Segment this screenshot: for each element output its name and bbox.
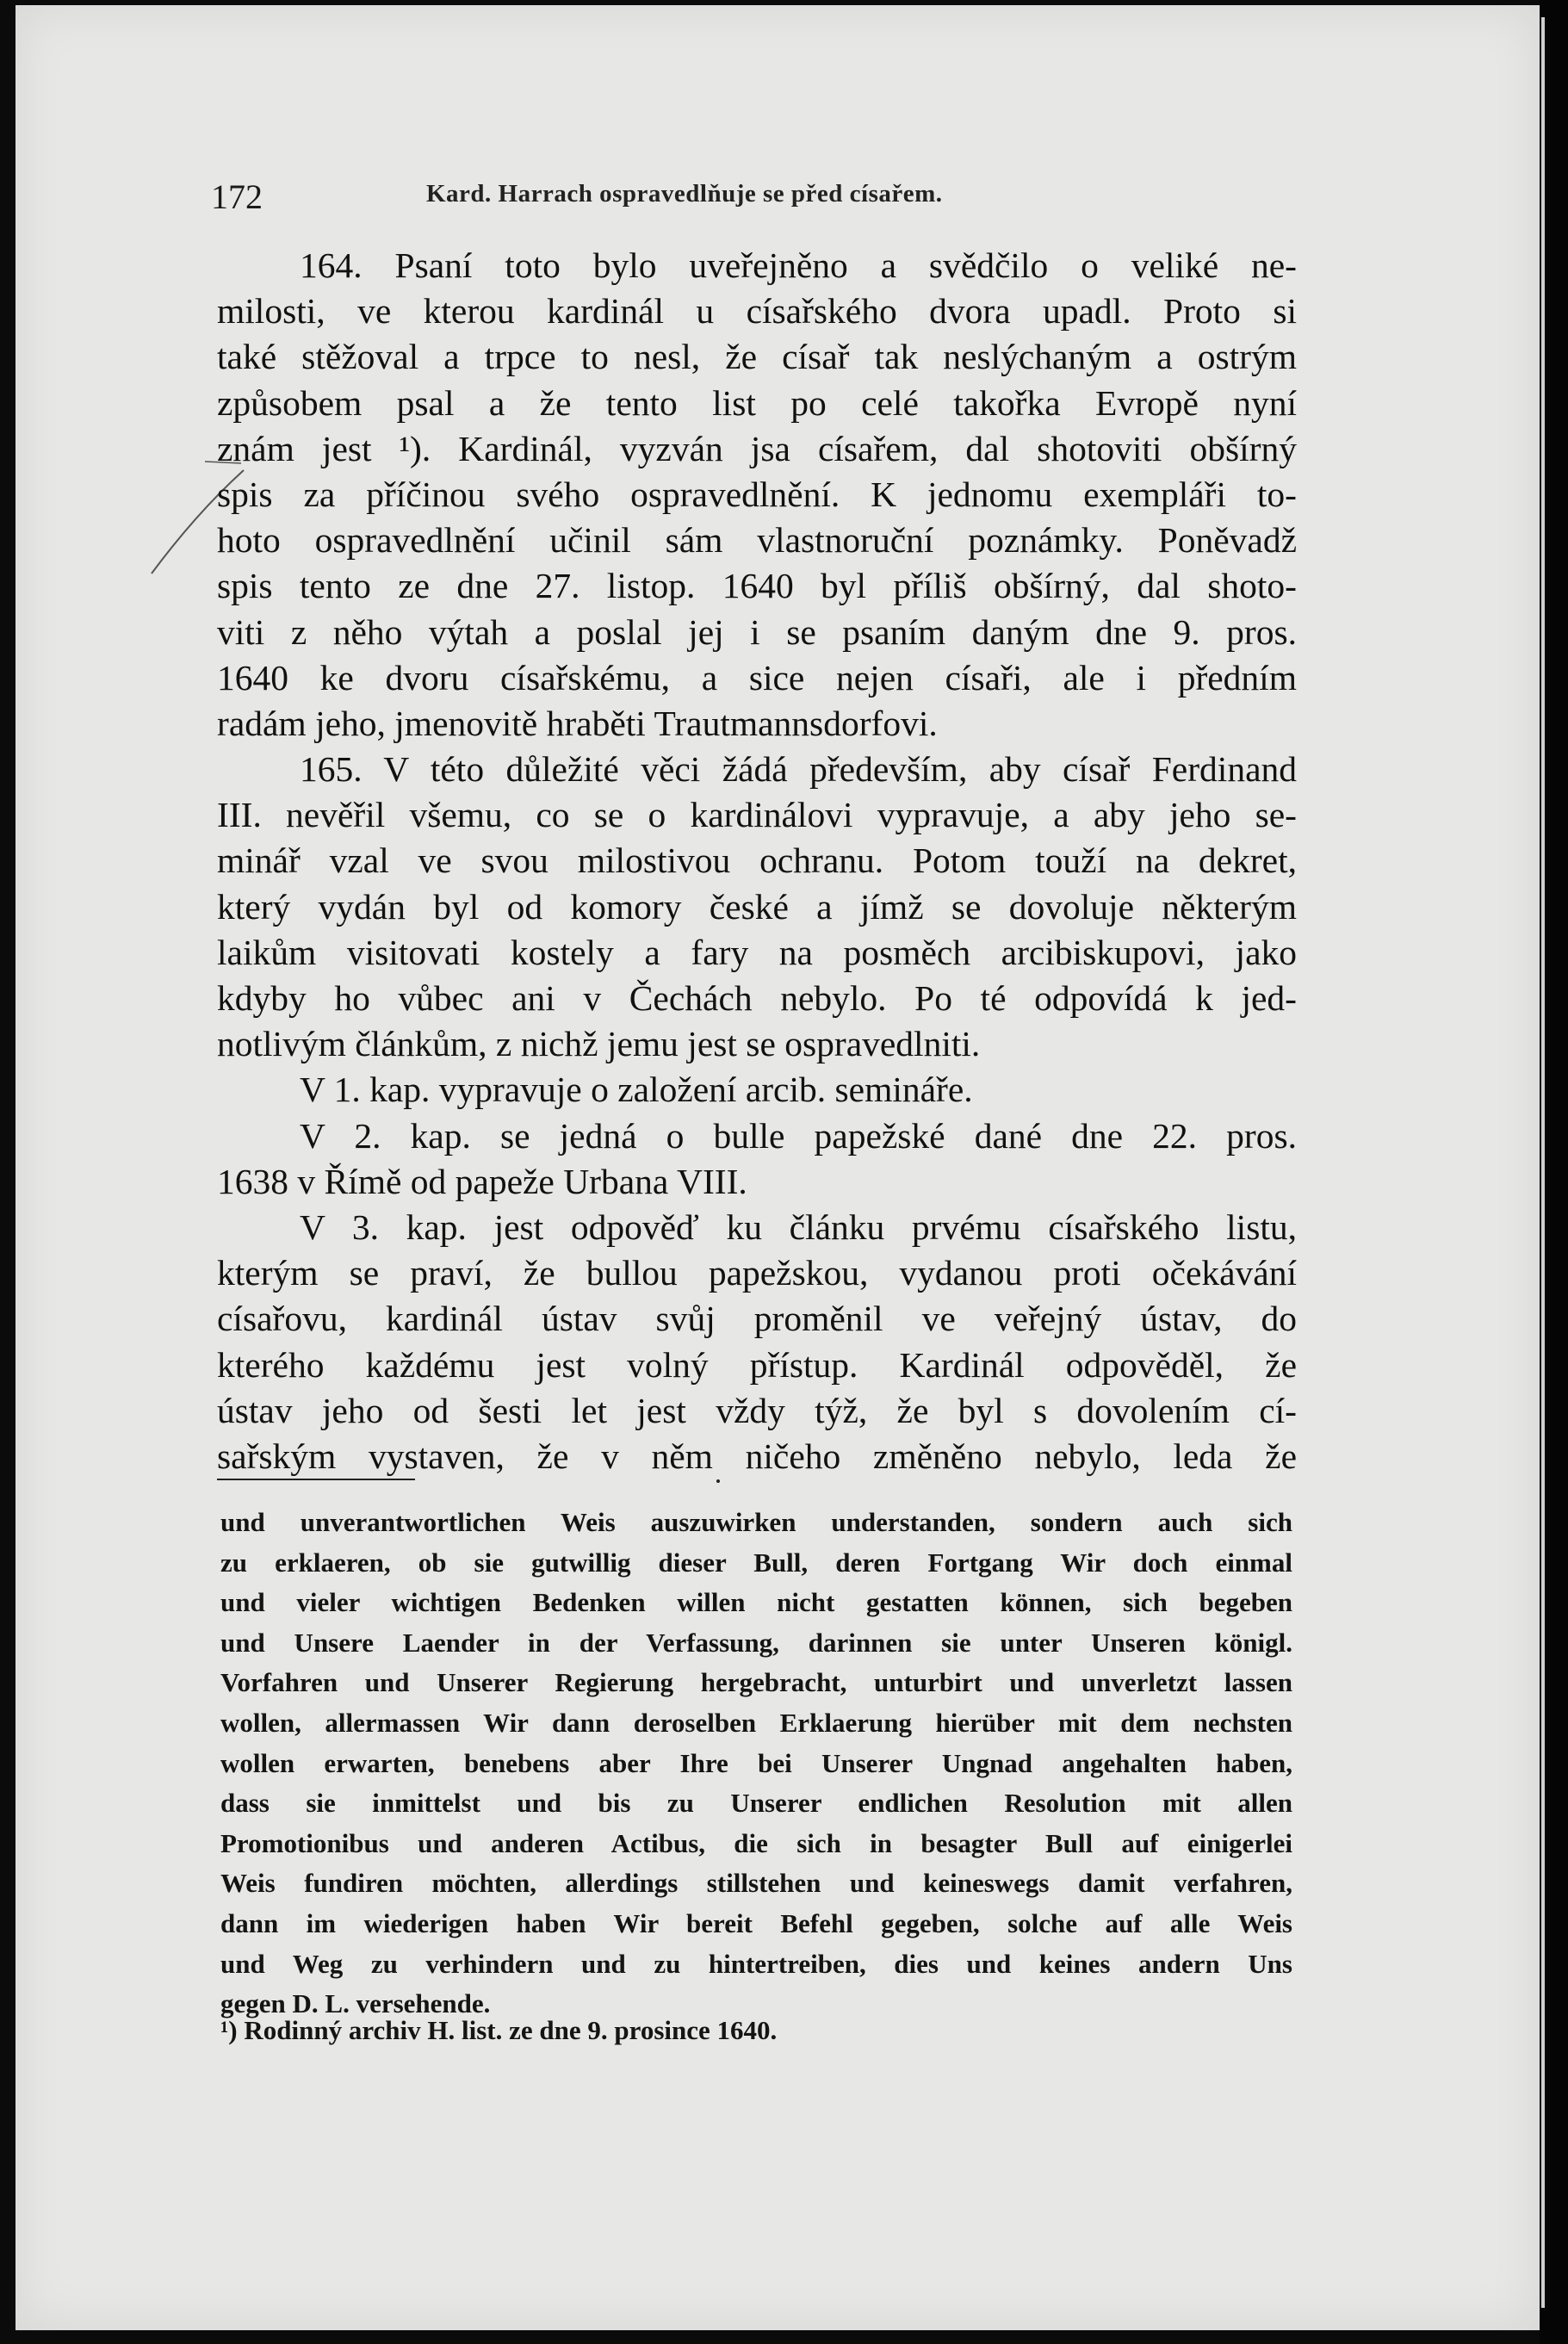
text-line: laikům visitovati kostely a fary na posměch arcibiskupovi, jako [217, 932, 1297, 972]
text-line: dann im wiederigen haben Wir bereit Befehl gegeben, solche auf alle Weis [220, 1907, 1292, 1938]
text-line: 1640 ke dvoru císařskému, a sice nejen císaři, ale i předním [217, 657, 1297, 698]
text-line: který vydán byl od komory české a jímž se dovoluje některým [217, 886, 1297, 927]
text-line: 1638 v Římě od papeže Urbana VIII. [217, 1161, 747, 1201]
footnote-rule [217, 1479, 415, 1480]
text-line: spis tento ze dne 27. listop. 1640 byl příliš obšírný, dal shoto- [217, 566, 1297, 606]
text-line: V 3. kap. jest odpověď ku článku prvému císařského listu, [300, 1206, 1297, 1247]
text-line: minář vzal ve svou milostivou ochranu. Potom touží na dekret, [217, 840, 1297, 881]
text-line: Weis fundiren möchten, allerdings stillstehen und keineswegs damit verfahren, [220, 1868, 1292, 1899]
text-line: radám jeho, jmenovitě hraběti Trautmannsdorfovi. [217, 703, 938, 743]
running-head: Kard. Harrach ospravedlňuje se před císařem. [426, 180, 943, 208]
body-text [217, 243, 1297, 1479]
text-line: V 1. kap. vypravuje o založení arcib. semináře. [300, 1070, 973, 1110]
text-line: hoto ospravedlnění učinil sám vlastnoruční poznámky. Poněvadž [217, 520, 1297, 561]
text-line: notlivým článkům, z nichž jemu jest se ospravedlniti. [217, 1024, 981, 1064]
text-line: kterého každému jest volný přístup. Kardinál odpověděl, že [217, 1344, 1297, 1385]
footnote-text: Rodinný archiv H. list. ze dne 9. prosince 1640. [244, 2015, 778, 2045]
text-line: und vieler wichtigen Bedenken willen nicht gestatten können, sich begeben [220, 1587, 1292, 1618]
text-line: znám jest ¹). Kardinál, vyzván jsa císařem, dal shotoviti obšírný [217, 428, 1297, 468]
text-line: kterým se praví, že bullou papežskou, vydanou proti očekávání [217, 1253, 1297, 1293]
text-line: wollen erwarten, benebens aber Ihre bei Unserer Ungnad angehalten haben, [220, 1747, 1292, 1778]
text-line: císařovu, kardinál ústav svůj proměnil ve veřejný ústav, do [217, 1299, 1297, 1339]
text-line: und unverantwortlichen Weis auszuwirken understanden, sondern auch sich [220, 1507, 1292, 1537]
text-line: dass sie inmittelst und bis zu Unserer endlichen Resolution mit allen [220, 1788, 1292, 1819]
text-line: milosti, ve kterou kardinál u císařského dvora upadl. Proto si [217, 291, 1297, 332]
footnote-quote [220, 1503, 1292, 2025]
text-line: kdyby ho vůbec ani v Čechách nebylo. Po té odpovídá k jed- [217, 978, 1297, 1018]
text-line: V 2. kap. se jedná o bulle papežské dané dne 22. pros. [300, 1115, 1297, 1156]
text-line: Vorfahren und Unserer Regierung hergebracht, unturbirt und unverletzt lassen [220, 1667, 1292, 1698]
text-line: také stěžoval a trpce to nesl, že císař tak neslýchaným a ostrým [217, 337, 1297, 377]
scan-border [1540, 0, 1568, 2344]
text-line: und Weg zu verhindern und zu hintertreiben, dies und keines andern Uns [220, 1948, 1292, 1979]
footnote-1 [220, 2015, 777, 2046]
text-line: gegen D. L. versehende. [220, 1988, 491, 2019]
text-line: wollen, allermassen Wir dann deroselben Erklaerung hierüber mit dem nechsten [220, 1707, 1292, 1738]
text-line: III. nevěřil všemu, co se o kardinálovi vypravuje, a aby jeho se- [217, 795, 1297, 835]
text-line: sařským vystaven, že v něm ničeho změněno nebylo, leda že [217, 1436, 1297, 1476]
ink-dot [716, 1479, 720, 1483]
page-header [211, 177, 1322, 220]
text-line: způsobem psal a že tento list po celé takořka Evropě nyní [217, 382, 1297, 423]
text-line: Promotionibus und anderen Actibus, die sich in besagter Bull auf einigerlei [220, 1827, 1292, 1858]
text-line: viti z něho výtah a poslal jej i se psaním daným dne 9. pros. [217, 611, 1297, 652]
text-line: zu erklaeren, ob sie gutwillig dieser Bull, deren Fortgang Wir doch einmal [220, 1547, 1292, 1578]
text-line: spis za příčinou svého ospravedlnění. K jednomu exempláři to- [217, 474, 1297, 514]
text-line: ústav jeho od šesti let jest vždy týž, že byl s dovolením cí- [217, 1390, 1297, 1430]
page-number: 172 [211, 177, 263, 216]
text-line: 164. Psaní toto bylo uveřejněno a svědčilo o veliké ne- [300, 245, 1297, 285]
text-line: 165. V této důležité věci žádá především, aby císař Ferdinand [300, 749, 1297, 790]
footnote-marker: ¹) [220, 2015, 238, 2045]
text-line: und Unsere Laender in der Verfassung, darinnen sie unter Unseren königl. [220, 1627, 1292, 1658]
